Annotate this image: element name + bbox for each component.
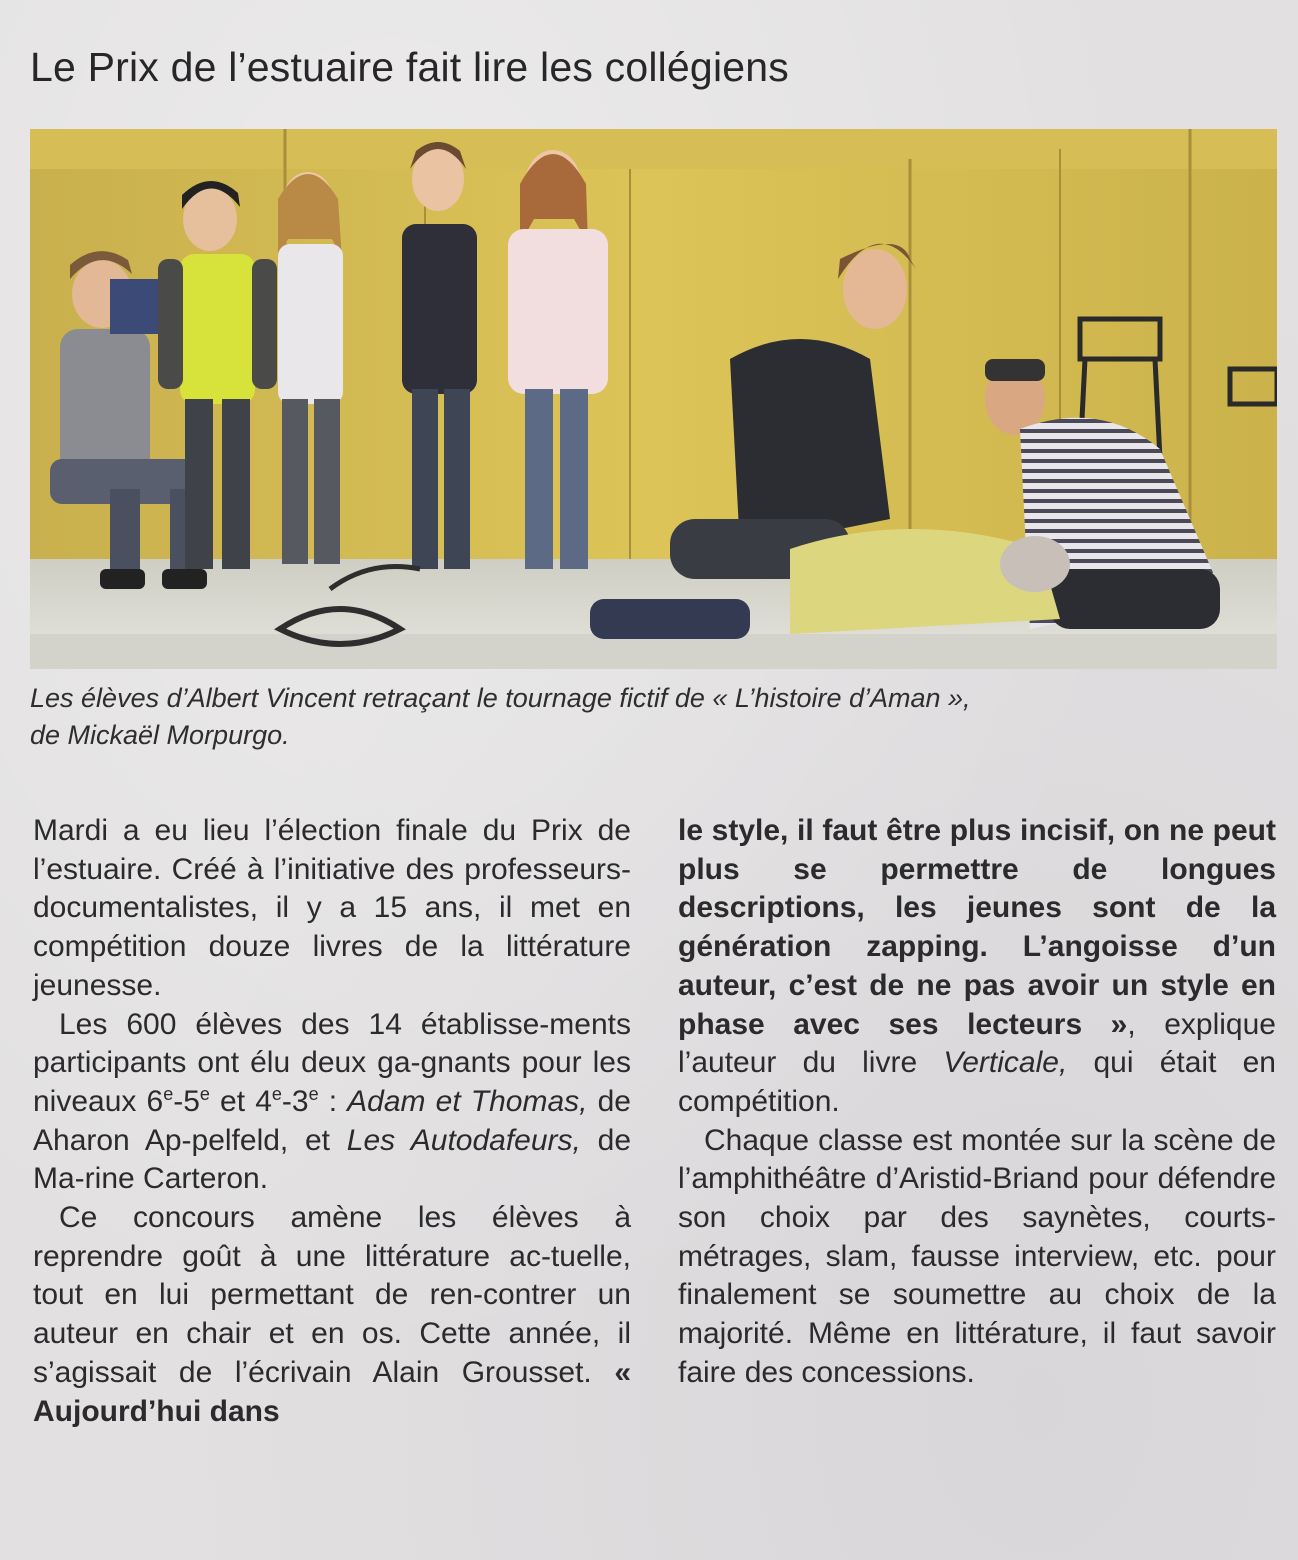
text-run: Les 600 élèves des 14 établisse-ments participants ont élu deux ga-gnants pour les niveaux 6: [33, 1007, 631, 1118]
text-run: de Ma-rine Carteron.: [33, 1123, 632, 1196]
superscript: e: [163, 1083, 174, 1104]
text-run: -3: [281, 1084, 309, 1118]
paragraph: [33, 1006, 631, 1200]
text-run: -5: [173, 1084, 200, 1118]
book-title: Les Autodafeurs,: [346, 1123, 581, 1157]
caption-line-2: de Mickaël Morpurgo.: [30, 720, 290, 750]
superscript: e: [271, 1083, 282, 1104]
article-headline: Le Prix de l’estuaire fait lire les collégiens: [30, 44, 789, 90]
book-title: Verticale,: [943, 1046, 1068, 1080]
paragraph: Mardi a eu lieu l’élection finale du Prix de l’estuaire. Créé à l’initiative des professeurs-documentalistes, il y a 15 ans, il met en compétition douze livres de la littérature jeunesse.: [33, 814, 631, 1002]
text-run: de Aharon Ap-pelfeld, et: [33, 1084, 631, 1157]
paragraph: [678, 812, 1276, 1122]
book-title: Adam et Thomas,: [347, 1084, 588, 1118]
article-photo: [30, 129, 1277, 669]
caption-line-1: Les élèves d’Albert Vincent retraçant le tournage fictif de « L’histoire d’Aman »,: [30, 683, 971, 713]
text-run: , explique l’auteur du livre: [678, 1007, 1276, 1080]
article-column-1: [33, 812, 631, 1431]
paragraph: [33, 1199, 631, 1431]
superscript: e: [199, 1083, 210, 1104]
photo-caption: [30, 680, 1280, 754]
text-run: :: [318, 1084, 348, 1118]
photo-students-on-stage: [30, 129, 1277, 669]
text-run: Ce concours amène les élèves à reprendre goût à une littérature ac-tuelle, tout en lui permettant de ren-contrer un auteur en chair et en os. Cette année, il s’agissait de l’écrivain Alain Grousset.: [33, 1201, 631, 1389]
paragraph: Chaque classe est montée sur la scène de l’amphithéâtre d’Aristid-Briand pour défendre son choix par des saynètes, courts-métrages, slam, fausse interview, etc. pour finalement se soumettre au choix de la majorité. Même en littérature, il faut savoir faire des concessions.: [678, 1123, 1276, 1389]
article-column-2: [678, 812, 1276, 1393]
text-run: et 4: [209, 1084, 272, 1118]
quote-bold: le style, il faut être plus incisif, on ne peut plus se permettre de longues descriptions, les jeunes sont de la génération zapping. L’angoisse d’un auteur, c’est de ne pas avoir un style en phase avec ses lecteurs »: [678, 814, 1276, 1041]
quote-bold: « Aujourd’hui dans: [33, 1355, 631, 1428]
text-run: qui était en compétition.: [678, 1046, 1276, 1118]
superscript: e: [308, 1083, 319, 1104]
